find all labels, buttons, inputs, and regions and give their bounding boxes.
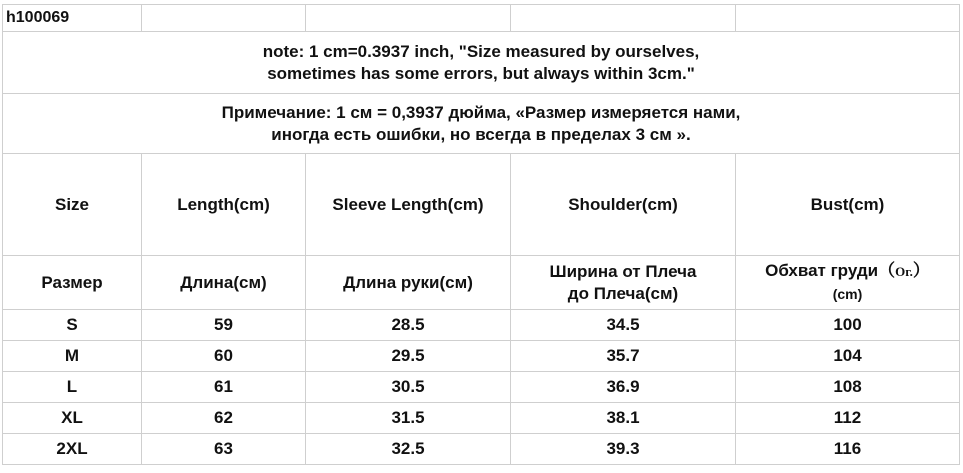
header-size-ru: Размер bbox=[3, 256, 142, 310]
header-sleeve-length: Sleeve Length(cm) bbox=[306, 154, 511, 256]
length-cell: 61 bbox=[142, 372, 306, 403]
length-cell: 59 bbox=[142, 310, 306, 341]
header-shoulder: Shoulder(cm) bbox=[511, 154, 736, 256]
empty-cell bbox=[142, 5, 306, 32]
size-chart-table bbox=[2, 4, 960, 465]
shoulder-cell: 34.5 bbox=[511, 310, 736, 341]
size-cell: S bbox=[3, 310, 142, 341]
header-shoulder-ru bbox=[511, 256, 736, 310]
note-russian-line2: иногда есть ошибки, но всегда в пределах 3 см ». bbox=[271, 124, 691, 144]
table-row bbox=[3, 310, 960, 341]
empty-cell bbox=[511, 5, 736, 32]
header-bust-ru bbox=[736, 256, 960, 310]
header-bust: Bust(cm) bbox=[736, 154, 960, 256]
header-bust-ru-line2: (cm) bbox=[832, 286, 863, 302]
shoulder-cell: 39.3 bbox=[511, 434, 736, 465]
table-row bbox=[3, 341, 960, 372]
bust-cell: 112 bbox=[736, 403, 960, 434]
empty-cell bbox=[306, 5, 511, 32]
empty-cell bbox=[736, 5, 960, 32]
note-russian-line1: Примечание: 1 см = 0,3937 дюйма, «Размер измеряется нами, bbox=[221, 102, 741, 122]
size-cell: XL bbox=[3, 403, 142, 434]
bust-cell: 100 bbox=[736, 310, 960, 341]
note-english-line2: sometimes has some errors, but always within 3cm." bbox=[267, 63, 695, 83]
header-shoulder-ru-line1: Ширина от Плеча bbox=[549, 261, 697, 281]
note-en-row bbox=[3, 32, 960, 94]
header-en-row bbox=[3, 154, 960, 256]
header-ru-row bbox=[3, 256, 960, 310]
sleeve-cell: 31.5 bbox=[306, 403, 511, 434]
header-bust-ru-close: ） bbox=[912, 261, 930, 280]
header-length-ru: Длина(см) bbox=[142, 256, 306, 310]
header-shoulder-ru-line2: до Плеча(см) bbox=[567, 283, 679, 303]
header-sleeve-length-ru: Длина руки(см) bbox=[306, 256, 511, 310]
note-russian bbox=[3, 94, 960, 154]
header-bust-ru-line1 bbox=[736, 260, 959, 283]
length-cell: 62 bbox=[142, 403, 306, 434]
code-row bbox=[3, 5, 960, 32]
shoulder-cell: 36.9 bbox=[511, 372, 736, 403]
size-cell: M bbox=[3, 341, 142, 372]
header-length: Length(cm) bbox=[142, 154, 306, 256]
table-row bbox=[3, 434, 960, 465]
table-row bbox=[3, 403, 960, 434]
length-cell: 60 bbox=[142, 341, 306, 372]
sleeve-cell: 29.5 bbox=[306, 341, 511, 372]
note-english-line1: note: 1 cm=0.3937 inch, "Size measured by ourselves, bbox=[262, 41, 700, 61]
size-cell: 2XL bbox=[3, 434, 142, 465]
header-bust-ru-text: Обхват груди（ bbox=[765, 261, 896, 280]
sleeve-cell: 28.5 bbox=[306, 310, 511, 341]
sleeve-cell: 32.5 bbox=[306, 434, 511, 465]
bust-cell: 108 bbox=[736, 372, 960, 403]
size-cell: L bbox=[3, 372, 142, 403]
table-row bbox=[3, 372, 960, 403]
product-code: h100069 bbox=[3, 5, 142, 32]
bust-cell: 116 bbox=[736, 434, 960, 465]
shoulder-cell: 38.1 bbox=[511, 403, 736, 434]
note-english bbox=[3, 32, 960, 94]
shoulder-cell: 35.7 bbox=[511, 341, 736, 372]
length-cell: 63 bbox=[142, 434, 306, 465]
bust-cell: 104 bbox=[736, 341, 960, 372]
header-size: Size bbox=[3, 154, 142, 256]
header-bust-ru-abbr: Ог. bbox=[895, 264, 913, 279]
sleeve-cell: 30.5 bbox=[306, 372, 511, 403]
note-ru-row bbox=[3, 94, 960, 154]
